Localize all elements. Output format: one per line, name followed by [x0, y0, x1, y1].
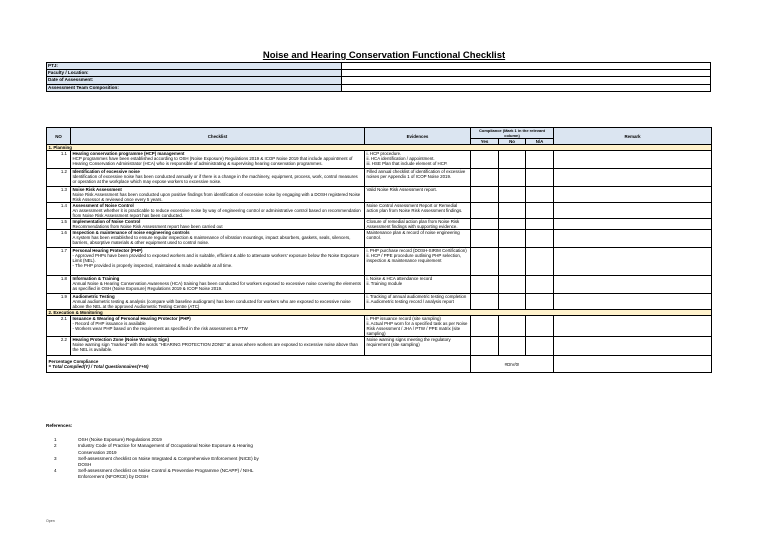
- item-checklist: [71, 169, 365, 187]
- remark-cell[interactable]: [554, 316, 712, 337]
- info-value-field[interactable]: [342, 63, 711, 70]
- item-number: 1.1: [47, 151, 71, 169]
- compliance-no-cell[interactable]: [499, 337, 526, 356]
- reference-text: Industry Code of Practice for Management of Occupational Noise Exposure & Hearing Conservation 2019: [78, 443, 253, 455]
- compliance-na-cell[interactable]: [526, 294, 554, 310]
- table-row: [47, 151, 712, 169]
- item-evidence: Closure of remedial action plan from Noise Risk Assessment findings with supporting evidence.: [365, 219, 471, 230]
- item-checklist: [71, 337, 365, 356]
- compliance-no-cell[interactable]: [499, 276, 526, 294]
- remark-cell[interactable]: [554, 294, 712, 310]
- table-row: [47, 248, 712, 276]
- item-heading: Personal Hearing Protector (PHP): [72, 248, 143, 253]
- info-value-field[interactable]: [342, 84, 711, 91]
- remark-cell[interactable]: [554, 169, 712, 187]
- remark-cell[interactable]: [554, 230, 712, 248]
- item-heading: Issuance & Wearing of Personal Hearing Protector (PHP): [72, 316, 191, 321]
- reference-text: OSH (Noise Exposure) Regulations 2019: [78, 437, 162, 443]
- reference-item: [54, 456, 268, 468]
- item-checklist: [71, 151, 365, 169]
- item-number: 1.8: [47, 276, 71, 294]
- compliance-no-cell[interactable]: [499, 219, 526, 230]
- compliance-yes-cell[interactable]: [471, 151, 499, 169]
- percentage-remark-cell[interactable]: [554, 356, 712, 373]
- info-value-field[interactable]: [342, 70, 711, 77]
- item-evidence: i. Noise & HCA attendance record ii. Training module: [365, 276, 471, 294]
- info-label: Date of Assessment:: [47, 77, 342, 84]
- compliance-no-cell[interactable]: [499, 316, 526, 337]
- compliance-na-cell[interactable]: [526, 219, 554, 230]
- item-description: Noise Risk Assessment has been conducted upon positive findings from identification of excessive noise by engaging with a DOSH registered Noise Risk Assessor & reviewed once every 5 years.: [72, 192, 361, 202]
- checklist-table: [46, 127, 712, 373]
- col-header-no: NO: [47, 128, 71, 145]
- item-heading: Audiometric Testing: [72, 294, 115, 299]
- item-description: Annual Noise & Hearing Conservation Awareness (HCA) training has been conducted for workers exposed to excessive noise covering the elements as specified in OSH (Noise Exposure) Regulations 2019 & ICOP Noise 2019.: [72, 281, 361, 291]
- item-evidence: Noise warning signs meeting the regulatory requirement (site sampling): [365, 337, 471, 356]
- col-header-compliance: Compliance (Mark 1 in the relevant column): [471, 128, 554, 139]
- item-evidence: i. Tracking of annual audiometric testing completion ii. Audiometric testing record / analysis report: [365, 294, 471, 310]
- item-heading: Identification of excessive noise: [72, 169, 140, 174]
- section-title: 2. Execution & Monitoring: [47, 310, 712, 316]
- table-row: [47, 219, 712, 230]
- item-evidence: Valid Noise Risk Assessment report.: [365, 187, 471, 203]
- remark-cell[interactable]: [554, 337, 712, 356]
- item-heading: Inspection & maintenance of noise engineering controls: [72, 230, 190, 235]
- reference-number: 2: [54, 443, 57, 449]
- footer-label: Open: [46, 519, 55, 523]
- table-row: [47, 276, 712, 294]
- item-description: Recommendations from Noise Risk Assessment report have been carried out: [72, 224, 223, 229]
- compliance-yes-cell[interactable]: [471, 203, 499, 219]
- item-checklist: [71, 219, 365, 230]
- item-number: 1.2: [47, 169, 71, 187]
- compliance-yes-cell[interactable]: [471, 316, 499, 337]
- info-label: Assessment Team Composition:: [47, 84, 342, 91]
- assessment-info-table: [46, 62, 711, 92]
- info-row: [47, 77, 711, 84]
- item-checklist: [71, 316, 365, 337]
- item-description: Annual audiometric testing & analysis (compare with baseline audiogram) has been conducted for workers who are exposed to excessive noise above the NEL at the approved Audiometric Testing Centre (ATC): [72, 299, 351, 309]
- compliance-no-cell[interactable]: [499, 248, 526, 276]
- remark-cell[interactable]: [554, 248, 712, 276]
- item-evidence: Maintenance plan & record of noise engineering control.: [365, 230, 471, 248]
- compliance-na-cell[interactable]: [526, 337, 554, 356]
- item-number: 1.7: [47, 248, 71, 276]
- compliance-yes-cell[interactable]: [471, 230, 499, 248]
- item-heading: Information & Training: [72, 276, 120, 281]
- remark-cell[interactable]: [554, 219, 712, 230]
- info-label: PTJ:: [47, 63, 342, 70]
- references: [46, 423, 268, 481]
- compliance-na-cell[interactable]: [526, 203, 554, 219]
- item-evidence: i. HCP procedure. ii. HCA identification / appointment. iii. HSE Plan that include element of HCP.: [365, 151, 471, 169]
- reference-number: 4: [54, 468, 57, 474]
- percentage-value: #DIV/0!: [471, 356, 554, 373]
- col-header-evidences: Evidences: [365, 128, 471, 145]
- percentage-row: [47, 356, 712, 373]
- table-row: [47, 203, 712, 219]
- item-checklist: [71, 203, 365, 219]
- compliance-no-cell[interactable]: [499, 230, 526, 248]
- item-heading: Noise Risk Assessment: [72, 187, 122, 192]
- item-checklist: [71, 230, 365, 248]
- compliance-yes-cell[interactable]: [471, 294, 499, 310]
- item-description: Noise warning sign "marked" with the words "HEARING PROTECTION ZONE" at areas where workers are exposed to excessive noise above than the NEL is available.: [72, 342, 358, 352]
- compliance-na-cell[interactable]: [526, 276, 554, 294]
- reference-item: [54, 443, 268, 455]
- reference-number: 1: [54, 437, 57, 443]
- compliance-na-cell[interactable]: [526, 169, 554, 187]
- compliance-na-cell[interactable]: [526, 248, 554, 276]
- col-header-checklist: Checklist: [71, 128, 365, 145]
- compliance-yes-cell[interactable]: [471, 169, 499, 187]
- item-checklist: [71, 187, 365, 203]
- table-row: [47, 187, 712, 203]
- reference-text: Self-assessment checklist on Noise Integrated & Comprehensive Enforcement (NICE) by DOSH: [78, 455, 259, 468]
- item-heading: Hearing conservation programme (HCP) management: [72, 151, 185, 156]
- item-evidence: i. PHP purchase record (DOSH-SIRIM Certification) ii. HCP / PPE procedure outlining PHP selection, inspection & maintenance requirement: [365, 248, 471, 276]
- remark-cell[interactable]: [554, 187, 712, 203]
- item-number: 1.3: [47, 187, 71, 203]
- compliance-yes-cell[interactable]: [471, 276, 499, 294]
- reference-number: 3: [54, 455, 57, 461]
- compliance-no-cell[interactable]: [499, 169, 526, 187]
- compliance-yes-cell[interactable]: [471, 187, 499, 203]
- item-description: Identification of excessive noise has been conducted annually or if there is a change in the machinery, equipment, process, work, control measures or operation at the workplace which may expose workers to excessive noise.: [72, 174, 358, 184]
- compliance-no-cell[interactable]: [499, 203, 526, 219]
- item-description: HCP programmes have been established according to OSH (Noise Exposure) Regulations 2019 & ICOP Noise 2019 that include appointment of Hearing Conservation Administrator (HCA) who is responsible of administrating & supervising hearing conservation programmes.: [72, 156, 353, 166]
- table-row: [47, 337, 712, 356]
- remark-cell[interactable]: [554, 151, 712, 169]
- percentage-title: Percentage Compliance: [48, 359, 99, 364]
- references-title: References:: [46, 423, 73, 428]
- item-evidence: Filled annual checklist of identification of excessive noises per Appendix 1 of ICOP Noise 2019.: [365, 169, 471, 187]
- item-number: 1.6: [47, 230, 71, 248]
- info-row: [47, 70, 711, 77]
- item-checklist: [71, 294, 365, 310]
- percentage-label: [47, 356, 471, 373]
- compliance-na-cell[interactable]: [526, 316, 554, 337]
- compliance-no-cell[interactable]: [499, 294, 526, 310]
- compliance-na-cell[interactable]: [526, 230, 554, 248]
- compliance-no-cell[interactable]: [499, 151, 526, 169]
- table-row: [47, 294, 712, 310]
- reference-item: [54, 468, 268, 480]
- compliance-no-cell[interactable]: [499, 187, 526, 203]
- remark-cell[interactable]: [554, 276, 712, 294]
- col-header-na: N/A: [526, 139, 554, 145]
- item-number: 1.4: [47, 203, 71, 219]
- item-evidence: Noise Control Assessment Report or Remedial action plan from Noise Risk Assessment findings.: [365, 203, 471, 219]
- table-row: [47, 169, 712, 187]
- col-header-remark: Remark: [554, 128, 712, 145]
- item-checklist: [71, 248, 365, 276]
- item-description: - Approved PHPs have been provided to exposed workers and is suitable, efficient & able to attenuate workers' exposure below the Noise Exposure Limit (NEL). - The PHP provided is properly inspected, maintained & made available at all time.: [72, 253, 360, 268]
- reference-text: Self-assessment checklist on Noise Control & Preventive Programme (NCAPP) / NIHL Enforcement (NFORCE) by DOSH: [78, 468, 254, 480]
- item-heading: Hearing Protection Zone (Noise Warning Sign): [72, 337, 169, 342]
- col-header-yes: Yes: [471, 139, 499, 145]
- info-label: Faculty / Location:: [47, 70, 342, 77]
- table-row: [47, 316, 712, 337]
- item-description: - Record of PHP issuance is available - Workers wear PHP based on the requirement as specified in the risk assessment & PTW: [72, 321, 248, 331]
- compliance-yes-cell[interactable]: [471, 248, 499, 276]
- item-heading: Implementation of Noise Control: [72, 219, 141, 224]
- item-number: 2.2: [47, 337, 71, 356]
- item-checklist: [71, 276, 365, 294]
- compliance-yes-cell[interactable]: [471, 219, 499, 230]
- page-title: Noise and Hearing Conservation Functional Checklist: [262, 50, 506, 61]
- item-heading: Assessment of Noise Control: [72, 203, 134, 208]
- section-title: 1. Planning: [47, 145, 712, 151]
- item-number: 2.1: [47, 316, 71, 337]
- info-row: [47, 63, 711, 70]
- compliance-na-cell[interactable]: [526, 151, 554, 169]
- item-description: An assessment whether it is practicable to reduce excessive noise by way of engineering control or administrative control based on recommendation from Noise Risk Assessment report has been conducted.: [72, 208, 361, 218]
- compliance-yes-cell[interactable]: [471, 337, 499, 356]
- item-evidence: i. PHP issuance record (site sampling) ii. Actual PHP worn for a specified task as per Noise Risk Assessment / JHA / PTW / PPE matrix (site sampling): [365, 316, 471, 337]
- percentage-formula: = Total Complied(Y) / Total Questionnaires(Y+N): [48, 364, 149, 369]
- item-description: A system has been established to ensure regular inspection & maintenance of vibration mountings, impact absorbers, gaskets, seals, silencers, barriers, absorptive materials & other equipment used to control noise.: [72, 235, 351, 245]
- info-row: [47, 84, 711, 91]
- remark-cell[interactable]: [554, 203, 712, 219]
- info-value-field[interactable]: [342, 77, 711, 84]
- compliance-na-cell[interactable]: [526, 187, 554, 203]
- table-row: [47, 230, 712, 248]
- item-number: 1.5: [47, 219, 71, 230]
- col-header-no-compliance: No: [499, 139, 526, 145]
- item-number: 1.9: [47, 294, 71, 310]
